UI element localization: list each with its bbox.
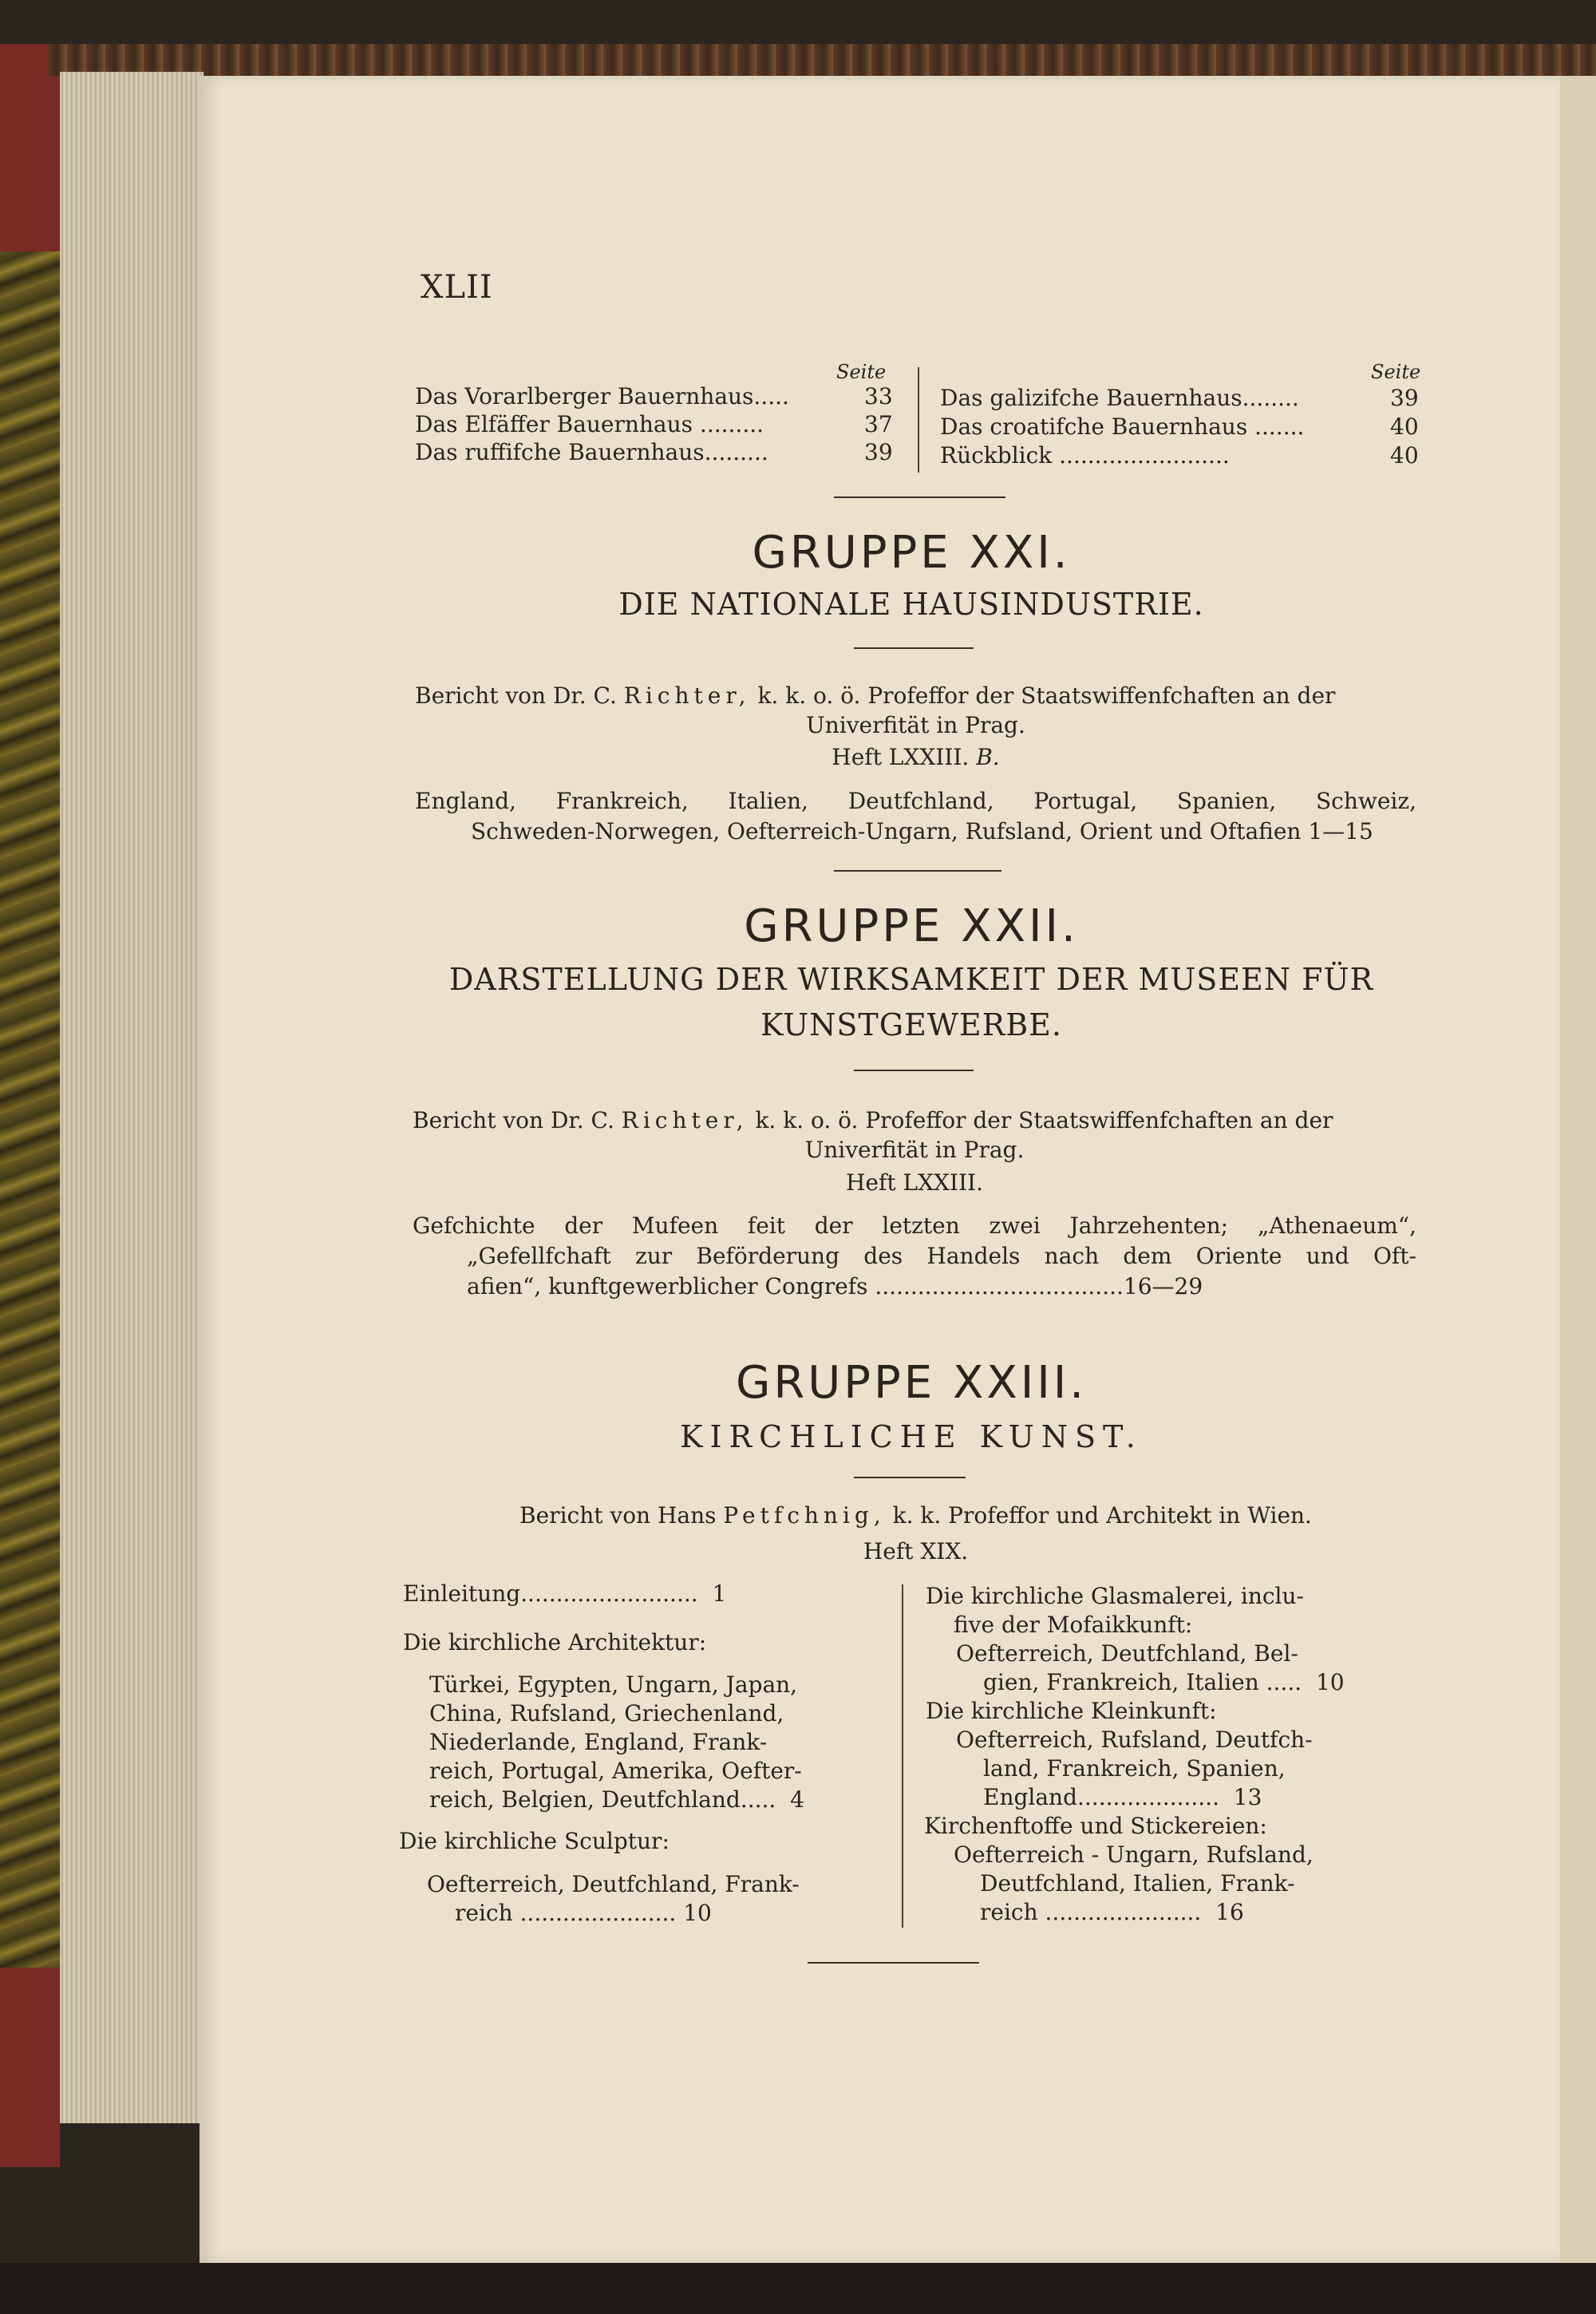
- toc-subentry: reich, Belgien, Deutfchland..... 4: [429, 1786, 804, 1813]
- toc-page: 39: [1390, 385, 1419, 411]
- report-prefix: Bericht von Hans: [519, 1502, 717, 1529]
- author-name: Petfchnig,: [723, 1502, 886, 1529]
- gruppe-22-history: afien“, kunftgewerblicher Congrefs ...................................16—29: [467, 1273, 1203, 1299]
- gruppe-22-history: Gefchichte der Mufeen feit der letzten zwei Jahrzehenten; „Athenaeum“,: [413, 1212, 1416, 1239]
- page-stack-edge: [60, 72, 203, 2123]
- gruppe-21-subtitle: DIE NATIONALE HAUSINDUSTRIE.: [618, 587, 1204, 622]
- gruppe-21-countries: England, Frankreich, Italien, Deutfchland, Portugal, Spanien, Schweiz,: [415, 788, 1416, 814]
- toc-subentry: reich, Portugal, Amerika, Oefter-: [429, 1758, 802, 1784]
- column-divider: [902, 1584, 903, 1928]
- gruppe-22-heft: Heft LXXIII.: [845, 1169, 984, 1196]
- toc-subentry: China, Rufsland, Griechenland,: [429, 1700, 784, 1727]
- book-cover-edge: [0, 44, 60, 2167]
- toc-subentry: reich ...................... 10: [455, 1900, 712, 1926]
- gruppe-22-report: [413, 1106, 1416, 1136]
- report-prefix: Bericht von Dr. C.: [413, 1107, 614, 1133]
- heft-suffix: B.: [976, 744, 1000, 770]
- gruppe-21-report: [415, 681, 1416, 711]
- report-suffix: k. k. o. ö. Profeffor der Staatswiffenfchaften an der: [755, 1107, 1333, 1133]
- report-suffix: k. k. o. ö. Profeffor der Staatswiffenfchaften an der: [757, 682, 1336, 709]
- gruppe-21-countries: Schweden-Norwegen, Oefterreich-Ungarn, Rufsland, Orient und Oftafien 1—15: [471, 818, 1373, 845]
- toc-entry: Einleitung......................... 1: [403, 1580, 727, 1607]
- page-gutter: [1560, 76, 1596, 2263]
- toc-subentry: Oefterreich - Ungarn, Rufsland,: [954, 1841, 1314, 1868]
- toc-subentry: land, Frankreich, Spanien,: [983, 1755, 1286, 1782]
- page-number: XLII: [421, 269, 493, 306]
- toc-entry: Das galizifche Bauernhaus........: [940, 385, 1299, 411]
- toc-page: 39: [864, 439, 893, 465]
- toc-heading: Die kirchliche Architektur:: [403, 1629, 707, 1655]
- gruppe-23-subtitle: KIRCHLICHE KUNST.: [680, 1419, 1143, 1454]
- gruppe-22-history: „Gefellfchaft zur Beförderung des Handels nach dem Oriente und Oft-: [467, 1243, 1416, 1269]
- toc-page: 33: [864, 383, 893, 409]
- end-rule: [808, 1962, 979, 1964]
- toc-subentry: England.................... 13: [983, 1784, 1262, 1810]
- toc-subentry: Oefterreich, Rufsland, Deutfch-: [956, 1727, 1313, 1753]
- report-prefix: Bericht von Dr. C.: [415, 682, 617, 709]
- gruppe-22-university: Univerfität in Prag.: [804, 1137, 1025, 1163]
- section-rule: [834, 496, 1005, 498]
- gruppe-22-subtitle: KUNSTGEWERBE.: [760, 1007, 1062, 1042]
- gruppe-21-heft: [415, 742, 1416, 773]
- toc-subentry: Türkei, Egypten, Ungarn, Japan,: [429, 1671, 798, 1698]
- gruppe-21-title: GRUPPE XXI.: [752, 527, 1071, 579]
- seite-label-right: Seite: [1371, 361, 1421, 383]
- toc-heading: Kirchenftoffe und Stickereien:: [924, 1813, 1267, 1839]
- background-bottom: [0, 2263, 1596, 2314]
- title-rule: [854, 647, 974, 649]
- toc-page: 40: [1390, 413, 1419, 440]
- gruppe-22-subtitle: DARSTELLUNG DER WIRKSAMKEIT DER MUSEEN FÜR: [448, 962, 1374, 997]
- section-rule: [834, 870, 1001, 872]
- toc-subentry: Oefterreich, Deutfchland, Bel-: [956, 1640, 1298, 1667]
- toc-page: 37: [864, 411, 893, 437]
- toc-entry: Das Vorarlberger Bauernhaus.....: [415, 383, 789, 409]
- column-divider: [918, 367, 919, 473]
- author-name: Richter,: [621, 1107, 749, 1133]
- toc-subentry: reich ...................... 16: [980, 1899, 1244, 1925]
- report-suffix: k. k. Profeffor und Architekt in Wien.: [892, 1502, 1312, 1529]
- seite-label-left: Seite: [836, 361, 887, 383]
- toc-subentry: Niederlande, England, Frank-: [429, 1729, 768, 1755]
- toc-entry: Das ruffifche Bauernhaus.........: [415, 439, 768, 465]
- author-name: Richter,: [623, 682, 751, 709]
- toc-subentry: Deutfchland, Italien, Frank-: [980, 1870, 1295, 1897]
- toc-subentry: Oefterreich, Deutfchland, Frank-: [427, 1871, 800, 1897]
- heft-number: Heft LXXIII.: [832, 744, 970, 770]
- title-rule: [854, 1070, 974, 1071]
- gruppe-23-report: [415, 1501, 1416, 1531]
- toc-subentry: gien, Frankreich, Italien ..... 10: [983, 1669, 1345, 1695]
- toc-entry: Das croatifche Bauernhaus .......: [940, 413, 1305, 440]
- toc-page: 40: [1390, 442, 1419, 469]
- title-rule: [854, 1477, 966, 1478]
- gruppe-21-university: Univerfität in Prag.: [806, 712, 1025, 738]
- gruppe-23-heft: Heft XIX.: [863, 1538, 969, 1564]
- book-top-cover: [48, 44, 1596, 76]
- toc-heading: Die kirchliche Sculptur:: [399, 1828, 670, 1854]
- toc-entry: Rückblick ........................: [940, 442, 1230, 469]
- toc-heading: Die kirchliche Kleinkunft:: [926, 1698, 1217, 1724]
- gruppe-23-title: GRUPPE XXIII.: [735, 1357, 1088, 1409]
- gruppe-22-title: GRUPPE XXII.: [744, 900, 1079, 952]
- toc-heading: Die kirchliche Glasmalerei, inclu-: [926, 1583, 1304, 1609]
- toc-heading: five der Mofaikkunft:: [954, 1612, 1193, 1638]
- toc-entry: Das Elfäffer Bauernhaus .........: [415, 411, 764, 437]
